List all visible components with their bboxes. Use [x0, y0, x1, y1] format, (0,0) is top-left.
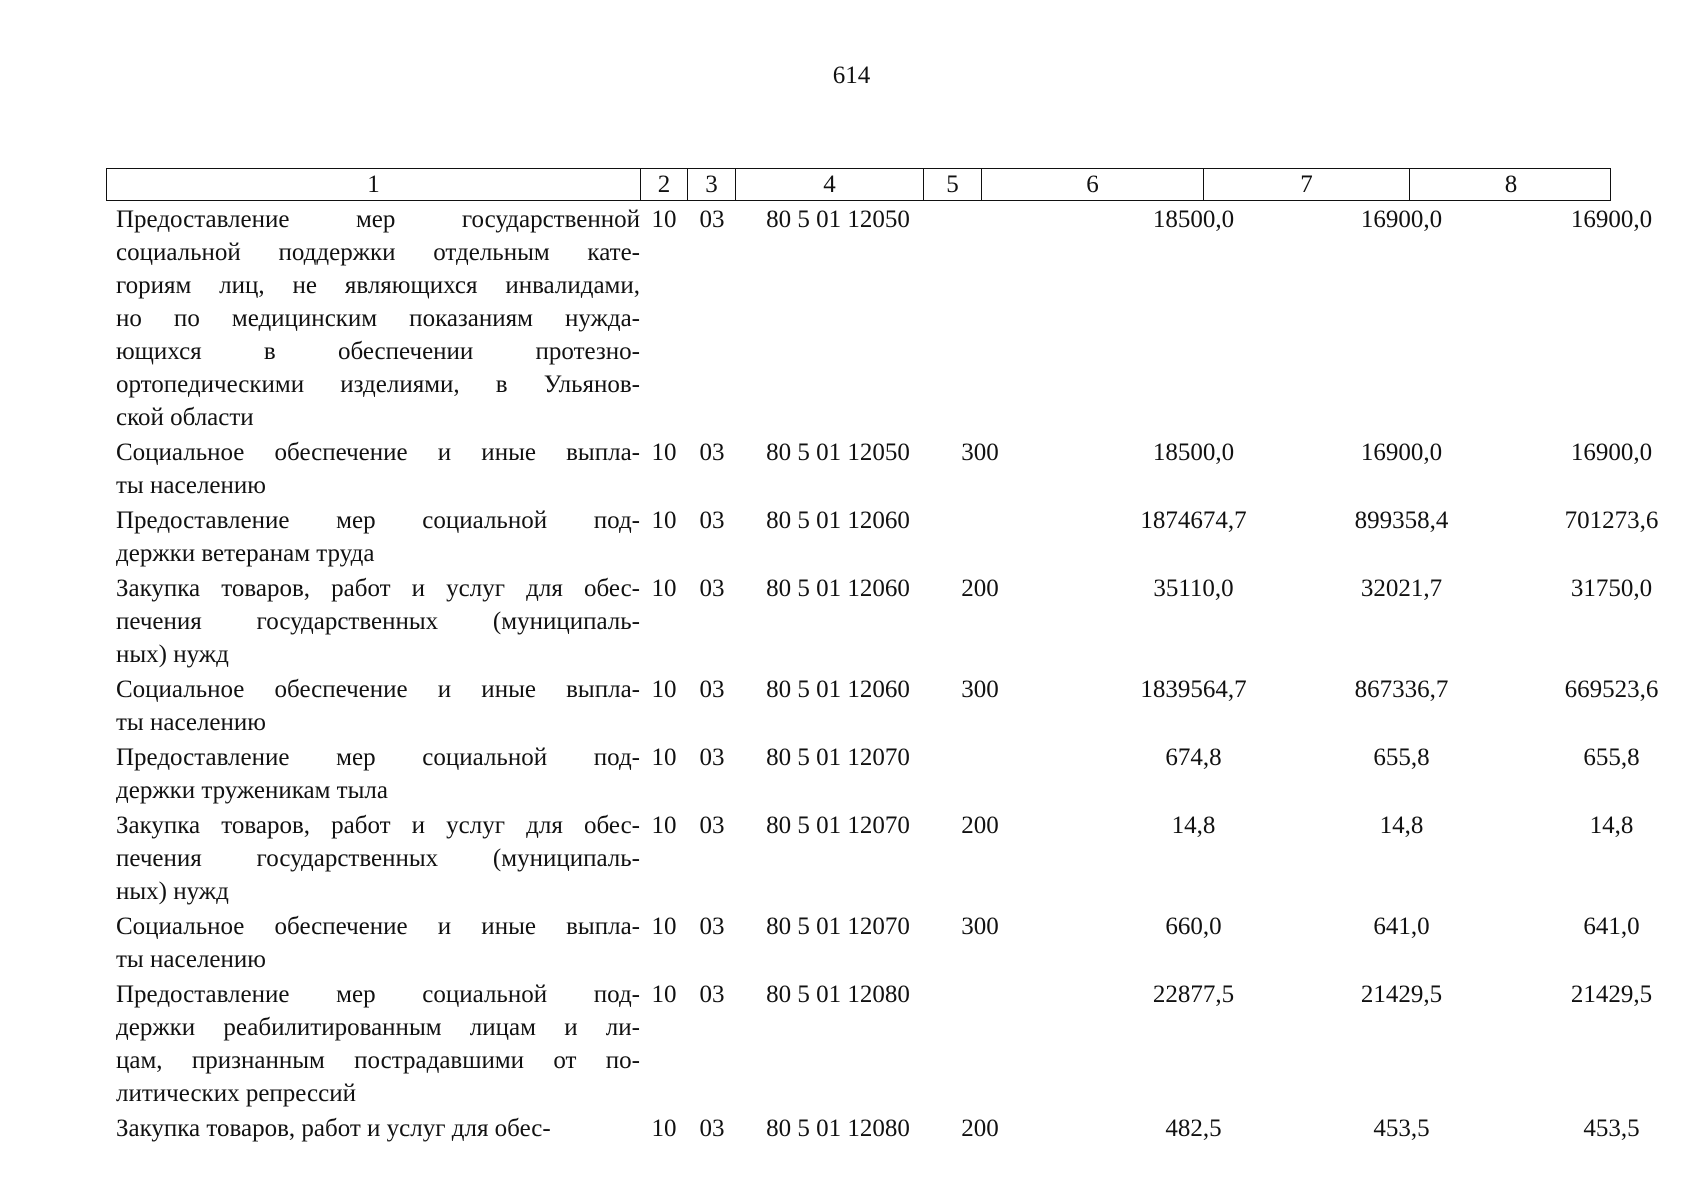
section-code: 10: [651, 507, 677, 534]
subsection-code: 03: [699, 913, 725, 940]
row-description: [116, 201, 640, 434]
description-line: ты населению: [116, 946, 266, 973]
subsection-code: 03: [699, 575, 725, 602]
table-header: [106, 168, 1611, 201]
table-row: [106, 201, 1653, 434]
header-col-6: 6: [981, 169, 1203, 200]
amount-col-6: 22877,5: [1152, 981, 1235, 1008]
description-line: Предоставление мер государственной: [116, 206, 640, 233]
expense-type-code: 200: [961, 812, 999, 839]
row-description: [116, 434, 640, 502]
subsection-code: 03: [699, 439, 725, 466]
description-line: ортопедическими изделиями, в Ульянов-: [116, 371, 640, 398]
amount-col-8: 16900,0: [1570, 206, 1653, 233]
amount-col-6: 674,8: [1165, 744, 1222, 771]
subsection-code: 03: [699, 981, 725, 1008]
amount-col-6: 1874674,7: [1140, 507, 1247, 534]
table-row: [106, 807, 1634, 908]
description-line: Социальное обеспечение и иные выпла-: [116, 676, 640, 703]
description-line: Социальное обеспечение и иные выпла-: [116, 913, 640, 940]
subsection-code: 03: [699, 206, 725, 233]
table-row: [106, 1110, 1640, 1145]
row-description: [116, 807, 640, 908]
description-line: цам, признанным пострадавшими от по-: [116, 1047, 640, 1074]
amount-col-7: 16900,0: [1360, 206, 1443, 233]
amount-col-6: 18500,0: [1152, 206, 1235, 233]
table-body: [106, 201, 1659, 1145]
amount-col-8: 655,8: [1583, 744, 1640, 771]
amount-col-7: 14,8: [1379, 812, 1424, 839]
description-line: Закупка товаров, работ и услуг для обес-: [116, 575, 640, 602]
subsection-code: 03: [699, 744, 725, 771]
section-code: 10: [651, 439, 677, 466]
description-line: ющихся в обеспечении протезно-: [116, 338, 640, 365]
table-row: [106, 908, 1640, 976]
amount-col-8: 21429,5: [1570, 981, 1653, 1008]
row-description: [116, 976, 640, 1110]
amount-col-7: 32021,7: [1360, 575, 1443, 602]
description-line: литических репрессий: [116, 1080, 356, 1107]
target-article-code: 80 5 01 12060: [766, 575, 910, 602]
amount-col-6: 482,5: [1165, 1115, 1222, 1142]
target-article-code: 80 5 01 12050: [766, 439, 910, 466]
subsection-code: 03: [699, 812, 725, 839]
description-line: ных) нужд: [116, 641, 229, 668]
row-description: [116, 570, 640, 671]
description-line: держки реабилитированным лицам и ли-: [116, 1014, 640, 1041]
expense-type-code: 300: [961, 676, 999, 703]
section-code: 10: [651, 744, 677, 771]
description-line: гориям лиц, не являющихся инвалидами,: [116, 272, 640, 299]
header-col-7: 7: [1203, 169, 1409, 200]
section-code: 10: [651, 812, 677, 839]
amount-col-8: 14,8: [1589, 812, 1634, 839]
expense-type-code: 300: [961, 913, 999, 940]
table-row: [106, 570, 1653, 671]
target-article-code: 80 5 01 12060: [766, 507, 910, 534]
description-line: держки труженикам тыла: [116, 777, 388, 804]
row-description: [116, 671, 640, 739]
target-article-code: 80 5 01 12070: [766, 913, 910, 940]
amount-col-7: 899358,4: [1354, 507, 1449, 534]
target-article-code: 80 5 01 12070: [766, 812, 910, 839]
description-line: ской области: [116, 404, 254, 431]
table-row: [106, 671, 1659, 739]
description-line: ты населению: [116, 472, 266, 499]
amount-col-7: 21429,5: [1360, 981, 1443, 1008]
description-line: но по медицинским показаниям нужда-: [116, 305, 640, 332]
amount-col-6: 1839564,7: [1140, 676, 1247, 703]
amount-col-8: 669523,6: [1564, 676, 1659, 703]
header-col-2: 2: [640, 169, 687, 200]
section-code: 10: [651, 575, 677, 602]
description-line: ты населению: [116, 709, 266, 736]
description-line: Предоставление мер социальной под-: [116, 981, 640, 1008]
header-col-4: 4: [735, 169, 923, 200]
expense-type-code: 300: [961, 439, 999, 466]
amount-col-8: 701273,6: [1564, 507, 1659, 534]
expense-type-code: 200: [961, 575, 999, 602]
target-article-code: 80 5 01 12070: [766, 744, 910, 771]
amount-col-8: 453,5: [1583, 1115, 1640, 1142]
table-row: [106, 502, 1659, 570]
header-col-5: 5: [923, 169, 981, 200]
subsection-code: 03: [699, 676, 725, 703]
description-line: Закупка товаров, работ и услуг для обес-: [116, 1115, 551, 1142]
description-line: социальной поддержки отдельным кате-: [116, 239, 640, 266]
table-row: [106, 739, 1640, 807]
header-col-3: 3: [687, 169, 735, 200]
header-col-1: 1: [367, 170, 380, 198]
table-row: [106, 434, 1653, 502]
section-code: 10: [651, 981, 677, 1008]
description-line: Предоставление мер социальной под-: [116, 507, 640, 534]
description-line: Предоставление мер социальной под-: [116, 744, 640, 771]
expense-type-code: 200: [961, 1115, 999, 1142]
amount-col-6: 660,0: [1165, 913, 1222, 940]
amount-col-8: 641,0: [1583, 913, 1640, 940]
amount-col-7: 641,0: [1373, 913, 1430, 940]
section-code: 10: [651, 913, 677, 940]
row-description: [116, 1110, 640, 1145]
target-article-code: 80 5 01 12050: [766, 206, 910, 233]
row-description: [116, 502, 640, 570]
section-code: 10: [651, 206, 677, 233]
amount-col-7: 16900,0: [1360, 439, 1443, 466]
target-article-code: 80 5 01 12080: [766, 981, 910, 1008]
amount-col-7: 867336,7: [1354, 676, 1449, 703]
description-line: ных) нужд: [116, 878, 229, 905]
section-code: 10: [651, 1115, 677, 1142]
description-line: печения государственных (муниципаль-: [116, 845, 640, 872]
amount-col-6: 18500,0: [1152, 439, 1235, 466]
section-code: 10: [651, 676, 677, 703]
description-line: печения государственных (муниципаль-: [116, 608, 640, 635]
target-article-code: 80 5 01 12080: [766, 1115, 910, 1142]
description-line: держки ветеранам труда: [116, 540, 375, 567]
amount-col-7: 453,5: [1373, 1115, 1430, 1142]
row-description: [116, 739, 640, 807]
description-line: Закупка товаров, работ и услуг для обес-: [116, 812, 640, 839]
subsection-code: 03: [699, 1115, 725, 1142]
description-line: Социальное обеспечение и иные выпла-: [116, 439, 640, 466]
amount-col-8: 16900,0: [1570, 439, 1653, 466]
amount-col-6: 35110,0: [1153, 575, 1234, 602]
page-number: 614: [832, 62, 871, 89]
amount-col-7: 655,8: [1373, 744, 1430, 771]
header-col-8: 8: [1409, 169, 1612, 200]
amount-col-6: 14,8: [1171, 812, 1216, 839]
row-description: [116, 908, 640, 976]
target-article-code: 80 5 01 12060: [766, 676, 910, 703]
table-row: [106, 976, 1653, 1110]
amount-col-8: 31750,0: [1570, 575, 1653, 602]
subsection-code: 03: [699, 507, 725, 534]
